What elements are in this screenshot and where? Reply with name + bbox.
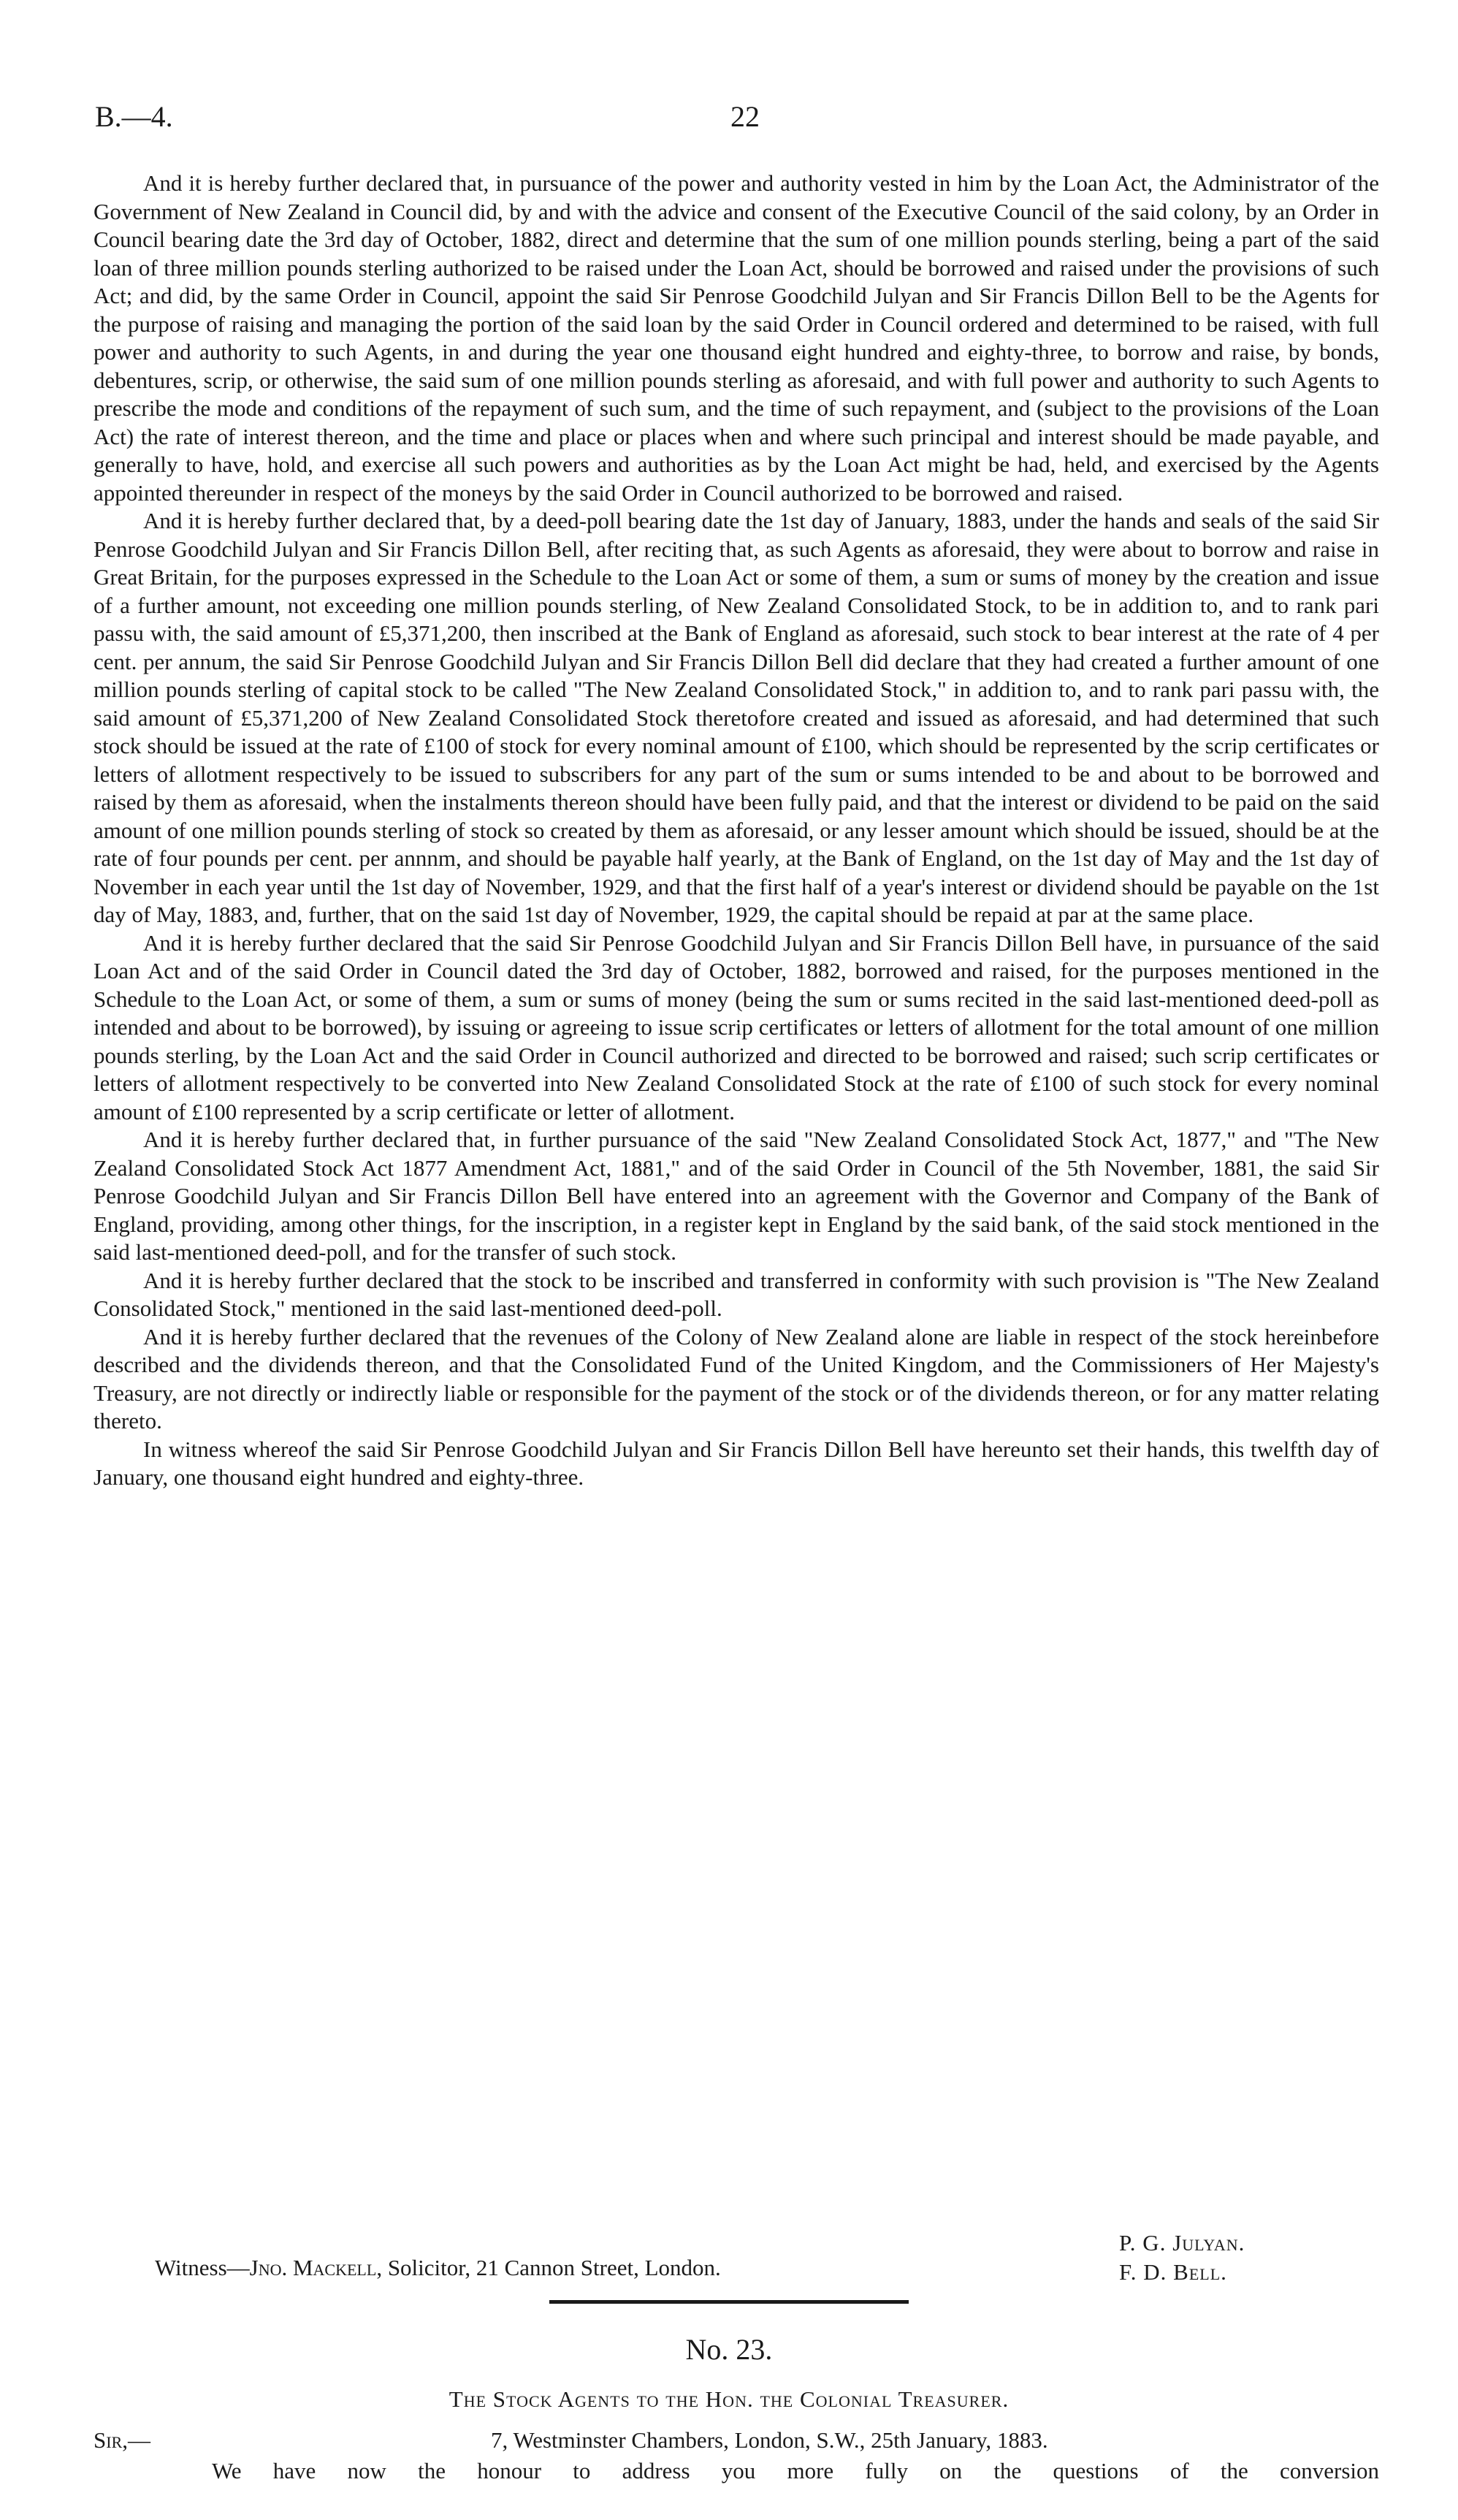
witness-details: , Solicitor, 21 Cannon Street, London. [376, 2255, 721, 2280]
signature-bell: F. D. Bell. [1119, 2259, 1227, 2285]
letter-address-date: 7, Westminster Chambers, London, S.W., 25th January, 1883. [491, 2427, 1048, 2453]
document-number-heading: No. 23. [685, 2333, 773, 2366]
letter-salutation: Sir,— [93, 2427, 150, 2453]
paragraph: And it is hereby further declared that the revenues of the Colony of New Zealand alone are liable in respect of the stock hereinbefore described and the dividends thereon, and that the Consolidated Fund of the United Kingdom, and the Commissioners of Her Majesty's Treasury, are not directly or indirectly liable or responsible for the payment of the stock or of the dividends thereon, or for any matter relating thereto. [93, 1323, 1379, 1434]
document-subtitle: The Stock Agents to the Hon. the Colonial Treasurer. [449, 2386, 1009, 2412]
document-reference: B.—4. [95, 100, 173, 133]
page-header [95, 99, 1381, 143]
document-body [93, 170, 1379, 1492]
signature-block [1119, 2228, 1245, 2287]
paragraph: And it is hereby further declared that the stock to be inscribed and transferred in conformity with such provision is "The New Zealand Consolidated Stock," mentioned in the said last-mentioned deed-poll. [93, 1267, 1379, 1321]
witness-prefix: Witness— [155, 2255, 250, 2280]
paragraph: And it is hereby further declared that, by a deed-poll bearing date the 1st day of January, 1883, under the hands and seals of the said Sir Penrose Goodchild Julyan and Sir Francis Dillon Bell, after reciting that, as such Agents as aforesaid, they were about to borrow and raise in Great Britain, for the purposes expressed in the Schedule to the Loan Act or some of them, a sum or sums of money by the creation and issue of a further amount, not exceeding one million pounds sterling, of New Zealand Consolidated Stock, to be in addition to, and to rank pari passu with, the said amount of £5,371,200, then inscribed at the Bank of England as aforesaid, such stock to bear interest at the rate of 4 per cent. per annum, the said Sir Penrose Goodchild Julyan and Sir Francis Dillon Bell did declare that they had created a further amount of one million pounds sterling of capital stock to be called "The New Zealand Consolidated Stock," in addition to, and to rank pari passu with, the said amount of £5,371,200 of New Zealand Consolidated Stock theretofore created and issued as aforesaid, and had determined that such stock should be issued at the rate of £100 of stock for every nominal amount of £100, which should be represented by the scrip certificates or letters of allotment respectively to be issued to subscribers for any part of the sum or sums intended to be and about to be borrowed and raised by them as aforesaid, when the instalments thereon should have been fully paid, and that the interest or dividend to be paid on the said amount of one million pounds sterling of stock so created by them as aforesaid, or any lesser amount which should be issued, should be at the rate of four pounds per cent. per annnm, and should be payable half yearly, at the Bank of England, on the 1st day of May and the 1st day of November in each year until the 1st day of November, 1929, and that the first half of a year's interest or dividend should be payable on the 1st day of May, 1883, and, further, that on the said 1st day of November, 1929, the capital should be repaid at par at the same place. [93, 508, 1379, 927]
paragraph: In witness whereof the said Sir Penrose Goodchild Julyan and Sir Francis Dillon Bell have hereunto set their hands, this twelfth day of January, one thousand eight hundred and eighty-three. [93, 1436, 1379, 1490]
page-number: 22 [730, 100, 760, 133]
signature-julyan: P. G. Julyan. [1119, 2230, 1245, 2256]
witness-line [155, 2255, 721, 2281]
section-divider [549, 2300, 909, 2304]
paragraph: And it is hereby further declared that, in further pursuance of the said "New Zealand Consolidated Stock Act, 1877," and "The New Zealand Consolidated Stock Act 1877 Amendment Act, 1881," and of the said Order in Council of the 5th November, 1881, the said Sir Penrose Goodchild Julyan and Sir Francis Dillon Bell have entered into an agreement with the Governor and Company of the Bank of England, providing, among other things, for the inscription, in a register kept in England by the said bank, of the said stock mentioned in the said last-mentioned deed-poll, and for the transfer of such stock. [93, 1127, 1379, 1265]
witness-name: Jno. Mackell [249, 2255, 377, 2280]
letter-opening-line: We have now the honour to address you more fully on the questions of the conversion [212, 2458, 1379, 2483]
paragraph: And it is hereby further declared that the said Sir Penrose Goodchild Julyan and Sir Francis Dillon Bell have, in pursuance of the said Loan Act and of the said Order in Council dated the 3rd day of October, 1882, borrowed and raised, for the purposes mentioned in the Schedule to the Loan Act, or some of them, a sum or sums of money (being the sum or sums recited in the said last-mentioned deed-poll as intended and about to be borrowed), by issuing or agreeing to issue scrip certificates or letters of allotment for the total amount of one million pounds sterling, by the Loan Act and the said Order in Council authorized and directed to be borrowed and raised; such scrip certificates or letters of allotment respectively to be converted into New Zealand Consolidated Stock at the rate of £100 of such stock for every nominal amount of £100 represented by a scrip certificate or letter of allotment. [93, 929, 1379, 1124]
paragraph: And it is hereby further declared that, in pursuance of the power and authority vested in him by the Loan Act, the Administrator of the Government of New Zealand in Council did, by and with the advice and consent of the Executive Council of the said colony, by an Order in Council bearing date the 3rd day of October, 1882, direct and determine that the sum of one million pounds sterling, being a part of the said loan of three million pounds sterling authorized to be raised under the Loan Act, should be borrowed and raised under the provisions of such Act; and did, by the same Order in Council, appoint the said Sir Penrose Goodchild Julyan and Sir Francis Dillon Bell to be the Agents for the purpose of raising and managing the portion of the said loan by the said Order in Council ordered and determined to be raised, with full power and authority to such Agents, in and during the year one thousand eight hundred and eighty-three, to borrow and raise, by bonds, debentures, scrip, or otherwise, the said sum of one million pounds sterling as aforesaid, and with full power and authority to such Agents to prescribe the mode and conditions of the repayment of such sum, and the time of such repayment, and (subject to the provisions of the Loan Act) the rate of interest thereon, and the time and place or places when and where such principal and interest should be made payable, and generally to have, hold, and exercise all such powers and authorities as by the Loan Act might be had, held, and exercised by the Agents appointed thereunder in respect of the moneys by the said Order in Council authorized to be borrowed and raised. [93, 170, 1379, 506]
